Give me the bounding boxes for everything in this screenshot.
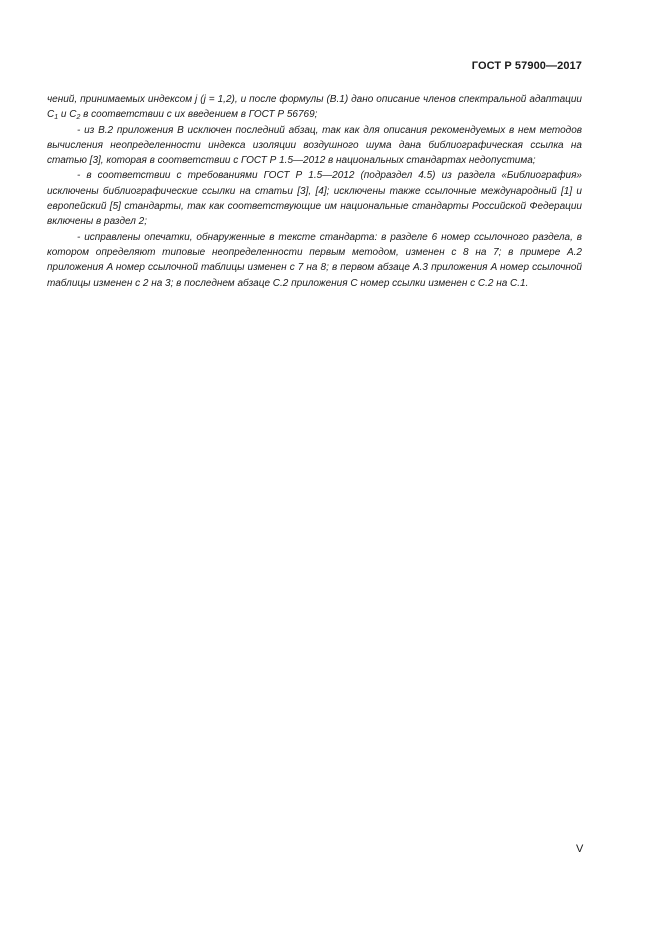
subscript: 2 — [76, 114, 81, 122]
page-number: V — [576, 843, 584, 855]
standard-id: ГОСТ Р 57900—2017 — [471, 60, 582, 72]
paragraph-text: и C — [58, 109, 77, 121]
paragraph-text: в соответствии с их введением в ГОСТ Р 56769; — [80, 109, 318, 121]
document-body — [47, 92, 582, 291]
list-item: - из B.2 приложения B исключен последний абзац, так как для описания рекомендуемых в нем методов вычисления неопределенности индекса изоляции воздушного шума дана библиографическая ссылка на статью [3], которая в соответствии с ГОСТ Р 1.5—2012 в национальных стандартах недопустима; — [47, 124, 582, 167]
document-header — [472, 60, 582, 72]
subscript: 1 — [54, 114, 59, 122]
paragraph-continuation — [47, 92, 582, 123]
list-item: - в соответствии с требованиями ГОСТ Р 1.5—2012 (подраздел 4.5) из раздела «Библиография» исключены библиографические ссылки на статьи [3], [4]; исключены также ссылочные международный [1] и европейский [5] стандарты, так как соответствующие им национальные стандарты Российской Федерации включены в раздел 2; — [47, 170, 582, 228]
list-item: - исправлены опечатки, обнаруженные в тексте стандарта: в разделе 6 номер ссылочного раздела, в котором определяют типовые неопределенности первым методом, изменен с 8 на 7; в примере A.2 приложения A номер ссылочной таблицы изменен с 7 на 8; в первом абзаце A.3 приложения A номер ссылочной таблицы изменен с 2 на 3; в последнем абзаце C.2 приложения C номер ссылки изменен с C.2 на C.1. — [47, 231, 582, 289]
paragraph-text: чений, принимаемых индексом j (j = 1,2), и после формулы (B.1) дано описание членов спектральной адаптации C — [47, 94, 582, 121]
